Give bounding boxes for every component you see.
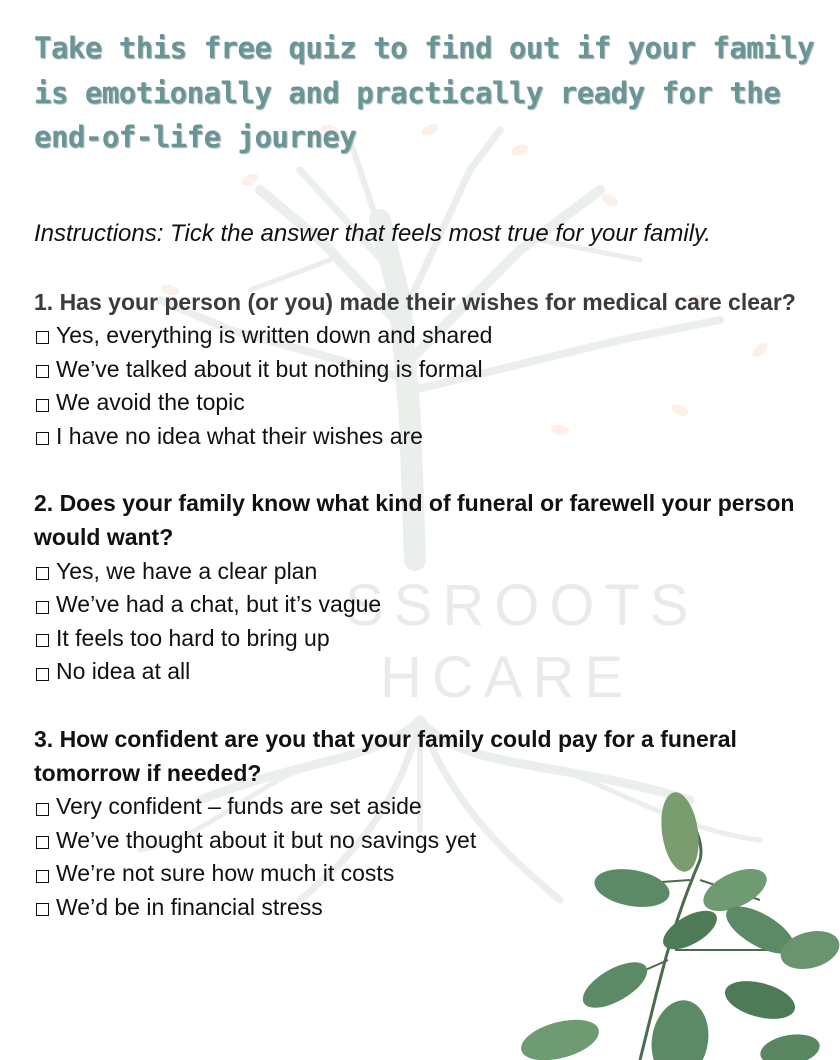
checkbox-icon[interactable] (36, 668, 49, 681)
watermark-line2: HCARE (380, 645, 634, 710)
option-row[interactable] (34, 622, 824, 656)
option-label: It feels too hard to bring up (56, 624, 330, 651)
quiz-content (34, 26, 824, 925)
option-row[interactable] (34, 386, 824, 420)
option-label: We’d be in financial stress (56, 894, 323, 920)
question-3 (34, 723, 824, 925)
option-label: We’re not sure how much it costs (56, 860, 395, 887)
question-text: 1. Has your person (or you) made their wishes for medical care clear? (34, 288, 796, 315)
watermark-line1: SSROOTS (345, 573, 699, 638)
option-row[interactable] (34, 857, 824, 891)
instructions-text: Instructions: Tick the answer that feels most true for your family. (34, 219, 711, 247)
checkbox-icon[interactable] (36, 399, 49, 412)
option-row[interactable] (34, 588, 824, 622)
option-row[interactable] (34, 891, 824, 925)
question-text: 2. Does your family know what kind of funeral or farewell your person would want? (34, 490, 795, 551)
question-2 (34, 487, 824, 689)
checkbox-icon[interactable] (36, 903, 49, 916)
checkbox-icon[interactable] (36, 803, 49, 816)
option-row[interactable] (34, 555, 824, 589)
option-label: We’ve talked about it but nothing is formal (56, 355, 483, 382)
option-row[interactable] (34, 790, 824, 824)
checkbox-icon[interactable] (36, 870, 49, 883)
question-text: 3. How confident are you that your family could pay for a funeral tomorrow if needed? (34, 726, 737, 786)
option-label: We’ve thought about it but no savings yet (56, 826, 477, 853)
checkbox-icon[interactable] (36, 331, 49, 344)
option-label: Yes, we have a clear plan (56, 557, 318, 584)
option-row[interactable] (34, 319, 824, 353)
checkbox-icon[interactable] (36, 365, 49, 378)
checkbox-icon[interactable] (36, 601, 49, 614)
checkbox-icon[interactable] (36, 836, 49, 849)
question-1 (34, 286, 824, 454)
quiz-title: Take this free quiz to find out if your family is emotionally and practically ready for the end-of-life journey (34, 31, 815, 154)
option-label: Very confident – funds are set aside (56, 793, 422, 820)
option-label: I have no idea what their wishes are (56, 422, 423, 449)
option-label: We’ve had a chat, but it’s vague (56, 591, 382, 618)
option-label: Yes, everything is written down and shared (56, 322, 493, 349)
option-row[interactable] (34, 353, 824, 387)
option-row[interactable] (34, 824, 824, 858)
option-row[interactable] (34, 655, 824, 689)
checkbox-icon[interactable] (36, 567, 49, 580)
checkbox-icon[interactable] (36, 634, 49, 647)
option-row[interactable] (34, 420, 824, 454)
option-label: We avoid the topic (56, 389, 245, 416)
option-label: No idea at all (56, 658, 191, 685)
checkbox-icon[interactable] (36, 432, 49, 445)
